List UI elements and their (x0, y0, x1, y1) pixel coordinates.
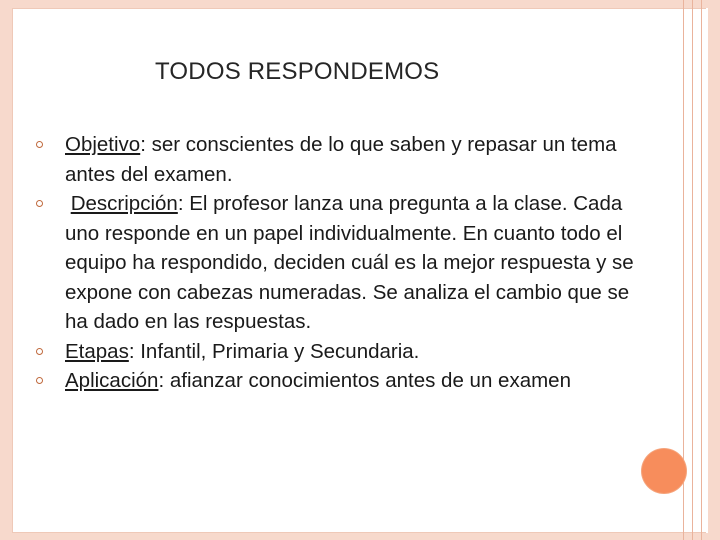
bullet-text: : Infantil, Primaria y Secundaria. (128, 339, 420, 363)
bullet-item-etapas (36, 337, 636, 367)
frame-right-border (708, 0, 720, 540)
bullet-item-aplicacion (36, 366, 636, 396)
accent-circle-icon (642, 449, 686, 493)
bullet-item-objetivo (36, 130, 636, 189)
bullet-list (36, 130, 636, 396)
frame-bottom-border (0, 533, 720, 540)
slide-title: TODOS RESPONDEMOS (155, 58, 440, 85)
decorative-vertical-line (692, 0, 693, 540)
decorative-vertical-line (701, 0, 702, 540)
bullet-text: : ser conscientes de lo que saben y repasar un tema antes del examen. (65, 133, 617, 186)
frame-left-border (0, 0, 12, 540)
hollow-circle-bullet-icon (36, 348, 43, 355)
hollow-circle-bullet-icon (36, 141, 43, 148)
bullet-term: Descripción (70, 192, 178, 215)
bullet-term: Etapas (65, 339, 129, 363)
bullet-term: Aplicación (65, 369, 159, 392)
frame-top-border (0, 0, 720, 8)
bullet-term: Objetivo (65, 133, 141, 156)
bullet-item-descripcion (36, 189, 636, 337)
decorative-vertical-line (683, 0, 684, 540)
bullet-text: : El profesor lanza una pregunta a la clase. Cada uno responde en un papel individualmente. En cuanto todo el equipo ha respondido, deciden cuál es la mejor respuesta y se expone con cabezas numeradas. Se analiza el cambio que se ha dado en las respuestas. (65, 192, 634, 333)
hollow-circle-bullet-icon (36, 200, 43, 207)
hollow-circle-bullet-icon (36, 377, 43, 384)
bullet-text: : afianzar conocimientos antes de un examen (158, 369, 571, 392)
